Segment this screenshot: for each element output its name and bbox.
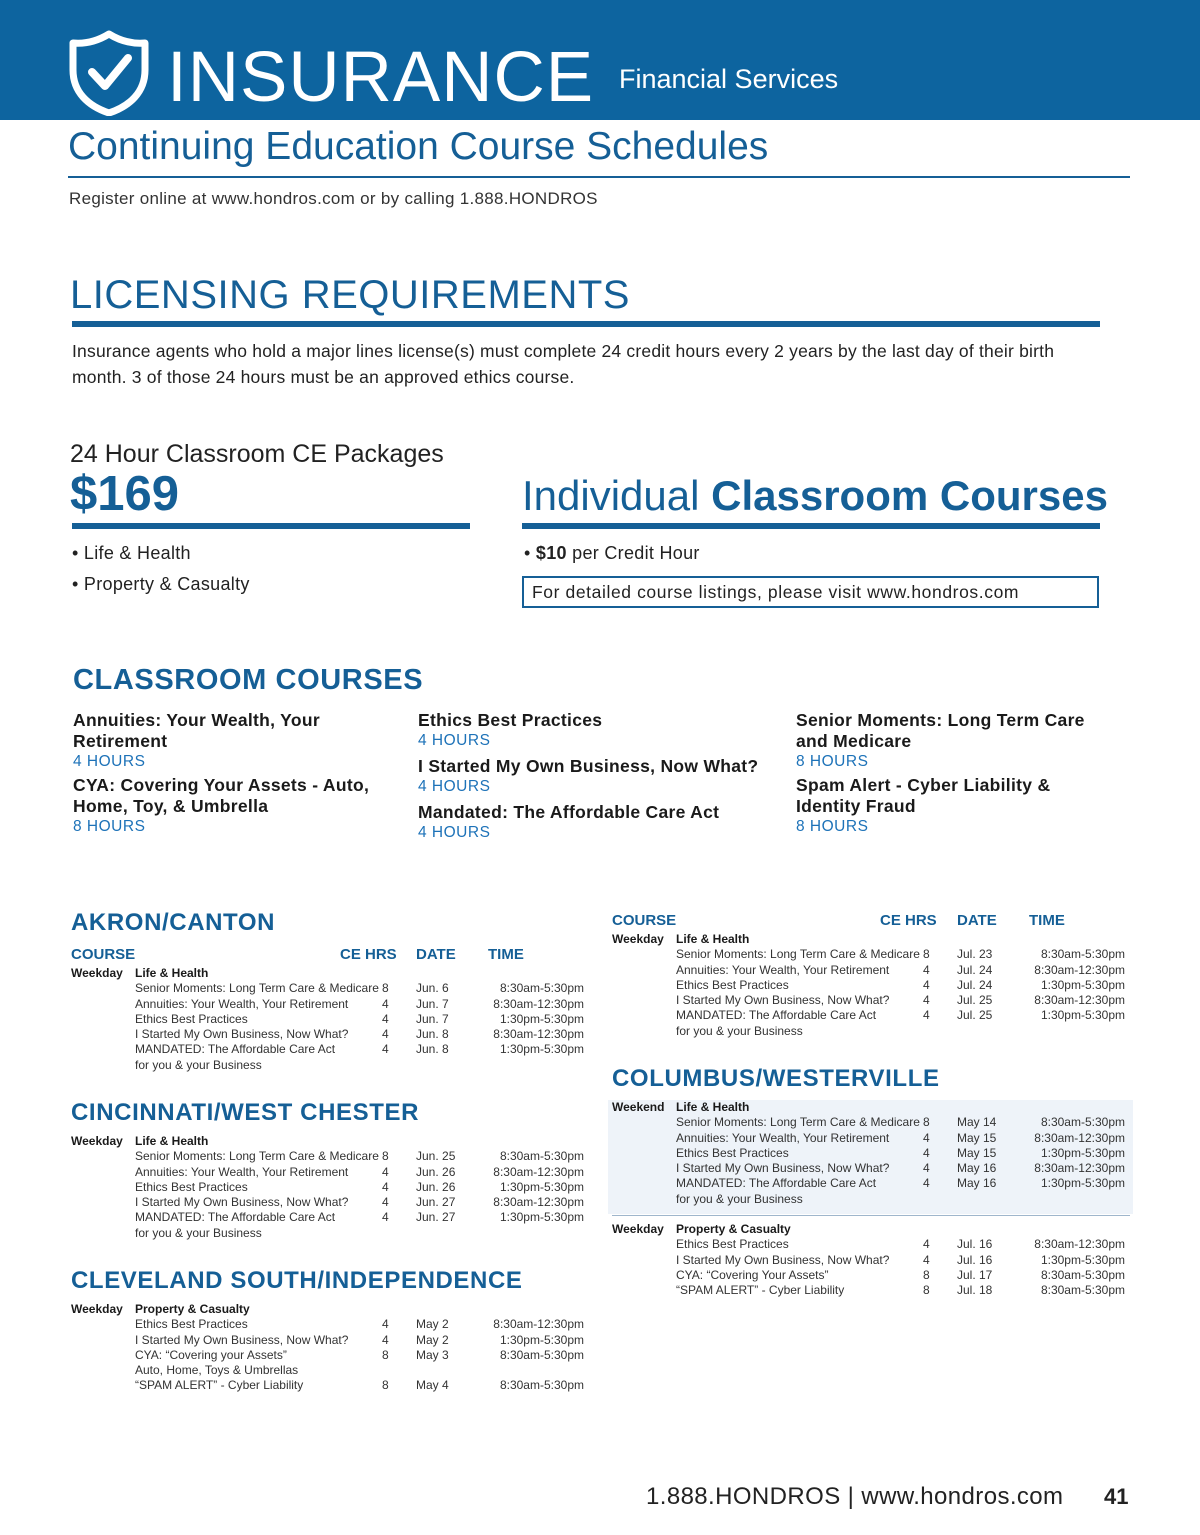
date-cell: Jul. 24 [957, 962, 993, 977]
city-cleveland: CLEVELAND SOUTH/INDEPENDENCE [71, 1267, 523, 1294]
courses-column-2 [418, 710, 788, 846]
schedule-columbus-weekend [612, 1100, 1127, 1207]
time-cell: 1:30pm-5:30pm [1040, 977, 1125, 992]
individual-title [522, 470, 1108, 522]
time-cell: 8:30am-5:30pm [499, 1347, 584, 1362]
date-cell: May 15 [957, 1130, 997, 1145]
date-cell: Jul. 24 [957, 977, 993, 992]
schedule-row [71, 1012, 586, 1027]
date-cell: Jun. 26 [416, 1179, 456, 1194]
course-cell: MANDATED: The Affordable Care Act [135, 1210, 336, 1225]
course-cell: Senior Moments: Long Term Care & Medicare [676, 1115, 920, 1130]
course-cell: I Started My Own Business, Now What? [676, 1161, 890, 1176]
schedule-row [71, 1134, 586, 1149]
ce-hrs-cell: 4 [382, 1027, 389, 1042]
course-item [73, 775, 403, 836]
ce-hrs-cell: 4 [923, 1161, 930, 1176]
city-akron-canton: AKRON/CANTON [71, 909, 276, 936]
col-head-date: DATE [957, 912, 997, 929]
course-hours: 8 HOURS [73, 818, 146, 835]
page-title: Continuing Education Course Schedules [68, 125, 769, 168]
packages-price: $169 [70, 467, 180, 521]
course-cell: CYA: “Covering Your Assets” [676, 1267, 829, 1282]
individual-title-bold: Classroom Courses [711, 472, 1108, 519]
register-text: Register online at www.hondros.com or by calling 1.888.HONDROS [69, 189, 598, 208]
package-item: • Life & Health [72, 543, 191, 563]
ce-hrs-cell: 4 [923, 1145, 930, 1160]
schedule-row [612, 1024, 1127, 1039]
brand-title: INSURANCE [167, 38, 595, 117]
ce-hrs-cell: 4 [923, 1237, 930, 1252]
ce-hrs-cell: 8 [382, 1378, 389, 1393]
ce-hrs-cell: 4 [923, 1008, 930, 1023]
time-cell: 8:30am-12:30pm [1034, 993, 1125, 1008]
time-cell: 1:30pm-5:30pm [499, 1179, 584, 1194]
time-cell: 8:30am-12:30pm [493, 996, 584, 1011]
schedule-row [612, 947, 1127, 962]
date-cell: Jul. 16 [957, 1237, 993, 1252]
course-name: Ethics Best Practices [418, 710, 603, 730]
course-item [796, 710, 1106, 771]
date-cell: Jun. 27 [416, 1210, 456, 1225]
ce-hrs-cell: 4 [923, 993, 930, 1008]
schedule-row [71, 1058, 586, 1073]
course-hours: 4 HOURS [418, 732, 491, 749]
date-cell: May 4 [416, 1378, 449, 1393]
course-cell: I Started My Own Business, Now What? [135, 1332, 349, 1347]
course-cell: Ethics Best Practices [135, 1317, 248, 1332]
date-cell: Jul. 18 [957, 1283, 993, 1298]
course-item [796, 775, 1106, 836]
course-cell: CYA: “Covering your Assets” [135, 1347, 287, 1362]
ce-hrs-cell: 8 [923, 1267, 930, 1282]
individual-price-unit: per Credit Hour [566, 543, 700, 563]
licensing-title: LICENSING REQUIREMENTS [70, 273, 630, 317]
ce-hrs-cell: 8 [382, 1149, 389, 1164]
date-cell: May 16 [957, 1176, 997, 1191]
schedule-row [612, 1100, 1127, 1115]
packages-divider [72, 523, 470, 529]
course-hours: 8 HOURS [796, 753, 869, 770]
schedule-row [612, 1161, 1127, 1176]
time-cell: 1:30pm-5:30pm [1040, 1145, 1125, 1160]
col-head-ce-hrs: CE HRS [340, 946, 397, 963]
schedule-columbus-weekday [612, 1222, 1127, 1298]
time-cell: 8:30am-5:30pm [1040, 1267, 1125, 1282]
course-cell: Senior Moments: Long Term Care & Medicare [135, 1149, 379, 1164]
schedule-cleveland [71, 1302, 586, 1394]
schedule-row [612, 1237, 1127, 1252]
course-cell: MANDATED: The Affordable Care Act [676, 1008, 877, 1023]
time-cell: 1:30pm-5:30pm [1040, 1008, 1125, 1023]
ce-hrs-cell: 4 [923, 1252, 930, 1267]
course-cell: I Started My Own Business, Now What? [676, 1252, 890, 1267]
schedule-row [71, 1210, 586, 1225]
day-label: Weekday [612, 1222, 664, 1236]
shield-check-icon [68, 30, 150, 116]
course-hours: 4 HOURS [73, 753, 146, 770]
date-cell: Jun. 8 [416, 1042, 449, 1057]
individual-price-bullet: • [524, 543, 536, 563]
date-cell: May 15 [957, 1145, 997, 1160]
course-cell: “SPAM ALERT” - Cyber Liability [135, 1378, 304, 1393]
schedule-row [71, 1317, 586, 1332]
courses-column-3 [796, 710, 1106, 840]
date-cell: Jun. 25 [416, 1149, 456, 1164]
footer-contact: 1.888.HONDROS | www.hondros.com [646, 1483, 1064, 1510]
course-cell: Senior Moments: Long Term Care & Medicare [135, 981, 379, 996]
classroom-courses-title: CLASSROOM COURSES [73, 664, 424, 696]
course-cell: I Started My Own Business, Now What? [135, 1027, 349, 1042]
time-cell: 1:30pm-5:30pm [1040, 1176, 1125, 1191]
course-hours: 8 HOURS [796, 818, 869, 835]
schedule-row [71, 1226, 586, 1241]
time-cell: 8:30am-5:30pm [1040, 1283, 1125, 1298]
course-cell: for you & your Business [135, 1057, 262, 1072]
course-name: Spam Alert - Cyber Liability & Identity Fraud [796, 775, 1051, 816]
course-cell: for you & your Business [135, 1225, 262, 1240]
col-head-time: TIME [1029, 912, 1065, 929]
col-head-date: DATE [416, 946, 456, 963]
ce-hrs-cell: 4 [382, 1042, 389, 1057]
licensing-divider [72, 321, 1100, 327]
individual-price-amount: $10 [535, 543, 567, 563]
date-cell: Jun. 26 [416, 1164, 456, 1179]
course-cell: Life & Health [676, 1100, 750, 1114]
ce-hrs-cell: 4 [382, 1210, 389, 1225]
schedule-row [612, 1283, 1127, 1298]
schedule-akron-continued [612, 932, 1127, 1039]
course-name: Annuities: Your Wealth, Your Retirement [73, 710, 320, 751]
ce-hrs-cell: 8 [923, 1115, 930, 1130]
schedule-row [612, 1222, 1127, 1237]
course-name: Senior Moments: Long Term Care and Medicare [796, 710, 1085, 751]
time-cell: 8:30am-12:30pm [493, 1164, 584, 1179]
ce-hrs-cell: 4 [382, 1332, 389, 1347]
individual-divider [522, 523, 1100, 529]
time-cell: 8:30am-12:30pm [1034, 962, 1125, 977]
time-cell: 1:30pm-5:30pm [499, 1011, 584, 1026]
ce-hrs-cell: 4 [382, 1195, 389, 1210]
individual-title-light: Individual [522, 472, 712, 519]
date-cell: May 14 [957, 1115, 997, 1130]
course-cell: Ethics Best Practices [676, 1237, 789, 1252]
date-cell: Jul. 25 [957, 993, 993, 1008]
date-cell: Jun. 7 [416, 1011, 449, 1026]
date-cell: Jun. 8 [416, 1027, 449, 1042]
title-divider [68, 176, 1130, 178]
course-cell: Ethics Best Practices [676, 977, 789, 992]
ce-hrs-cell: 4 [382, 996, 389, 1011]
course-cell: for you & your Business [676, 1191, 803, 1206]
date-cell: May 2 [416, 1332, 449, 1347]
schedule-row [71, 981, 586, 996]
schedule-divider [612, 1215, 1130, 1216]
schedule-row [612, 963, 1127, 978]
ce-hrs-cell: 4 [923, 1130, 930, 1145]
ce-hrs-cell: 4 [923, 1176, 930, 1191]
course-item [418, 756, 788, 796]
schedule-row [71, 1363, 586, 1378]
time-cell: 8:30am-12:30pm [493, 1195, 584, 1210]
schedule-row [612, 1268, 1127, 1283]
course-cell: I Started My Own Business, Now What? [135, 1195, 349, 1210]
course-cell: for you & your Business [676, 1023, 803, 1038]
time-cell: 8:30am-5:30pm [499, 1149, 584, 1164]
schedule-row [71, 997, 586, 1012]
day-label: Weekday [71, 966, 123, 980]
time-cell: 8:30am-5:30pm [1040, 1115, 1125, 1130]
schedule-row [71, 1042, 586, 1057]
course-cell: Property & Casualty [135, 1302, 250, 1316]
schedule-cincinnati [71, 1134, 586, 1241]
ce-hrs-cell: 8 [382, 1347, 389, 1362]
course-name: CYA: Covering Your Assets - Auto, Home, Toy, & Umbrella [73, 775, 370, 816]
course-cell: Property & Casualty [676, 1222, 791, 1236]
time-cell: 1:30pm-5:30pm [499, 1332, 584, 1347]
brand-subtitle: Financial Services [619, 64, 839, 94]
schedule-row [612, 1253, 1127, 1268]
date-cell: Jul. 23 [957, 947, 993, 962]
time-cell: 1:30pm-5:30pm [499, 1042, 584, 1057]
schedule-row [612, 1176, 1127, 1191]
date-cell: Jun. 27 [416, 1195, 456, 1210]
schedule-row [71, 1348, 586, 1363]
schedule-row [612, 993, 1127, 1008]
time-cell: 1:30pm-5:30pm [499, 1210, 584, 1225]
schedule-row [71, 1149, 586, 1164]
course-name: Mandated: The Affordable Care Act [418, 802, 720, 822]
course-cell: I Started My Own Business, Now What? [676, 993, 890, 1008]
time-cell: 8:30am-12:30pm [493, 1317, 584, 1332]
schedule-row [71, 1027, 586, 1042]
date-cell: May 2 [416, 1317, 449, 1332]
col-head-course: COURSE [71, 946, 136, 963]
schedule-row [612, 1131, 1127, 1146]
col-head-time: TIME [488, 946, 524, 963]
ce-hrs-cell: 4 [382, 1179, 389, 1194]
time-cell: 8:30am-12:30pm [1034, 1161, 1125, 1176]
package-item: • Property & Casualty [72, 574, 250, 594]
day-label: Weekend [612, 1100, 665, 1114]
course-cell: Annuities: Your Wealth, Your Retirement [676, 1130, 890, 1145]
time-cell: 8:30am-12:30pm [1034, 1130, 1125, 1145]
course-hours: 4 HOURS [418, 778, 491, 795]
ce-hrs-cell: 4 [382, 1011, 389, 1026]
date-cell: Jul. 16 [957, 1252, 993, 1267]
col-head-ce-hrs: CE HRS [880, 912, 937, 929]
day-label: Weekday [612, 932, 664, 946]
schedule-row [612, 1146, 1127, 1161]
course-item [418, 710, 788, 750]
date-cell: Jun. 7 [416, 996, 449, 1011]
course-hours: 4 HOURS [418, 824, 491, 841]
date-cell: May 3 [416, 1347, 449, 1362]
course-cell: Life & Health [135, 1134, 209, 1148]
ce-hrs-cell: 8 [923, 1283, 930, 1298]
course-cell: Ethics Best Practices [135, 1179, 248, 1194]
schedule-row [71, 1195, 586, 1210]
date-cell: Jul. 25 [957, 1008, 993, 1023]
schedule-row [71, 1165, 586, 1180]
date-cell: May 16 [957, 1161, 997, 1176]
course-item [73, 710, 403, 771]
course-cell: Auto, Home, Toys & Umbrellas [135, 1363, 299, 1378]
page-number: 41 [1104, 1484, 1129, 1509]
course-cell: Annuities: Your Wealth, Your Retirement [676, 962, 890, 977]
schedule-row [612, 978, 1127, 993]
course-cell: Annuities: Your Wealth, Your Retirement [135, 1164, 349, 1179]
day-label: Weekday [71, 1302, 123, 1316]
ce-hrs-cell: 8 [923, 947, 930, 962]
course-cell: Ethics Best Practices [676, 1145, 789, 1160]
individual-price [524, 541, 700, 565]
course-item [418, 802, 788, 842]
course-cell: Senior Moments: Long Term Care & Medicare [676, 947, 920, 962]
ce-hrs-cell: 4 [923, 977, 930, 992]
ce-hrs-cell: 4 [382, 1164, 389, 1179]
course-name: I Started My Own Business, Now What? [418, 756, 759, 776]
time-cell: 8:30am-5:30pm [1040, 947, 1125, 962]
schedule-row [612, 932, 1127, 947]
time-cell: 1:30pm-5:30pm [1040, 1252, 1125, 1267]
course-cell: Ethics Best Practices [135, 1011, 248, 1026]
time-cell: 8:30am-5:30pm [499, 981, 584, 996]
courses-column-1 [73, 710, 403, 840]
time-cell: 8:30am-12:30pm [1034, 1237, 1125, 1252]
time-cell: 8:30am-5:30pm [499, 1378, 584, 1393]
schedule-row [71, 966, 586, 981]
course-cell: Annuities: Your Wealth, Your Retirement [135, 996, 349, 1011]
ce-hrs-cell: 4 [382, 1317, 389, 1332]
ce-hrs-cell: 4 [923, 962, 930, 977]
schedule-row [612, 1115, 1127, 1130]
schedule-row [612, 1192, 1127, 1207]
date-cell: Jul. 17 [957, 1267, 993, 1282]
schedule-row [71, 1333, 586, 1348]
time-cell: 8:30am-12:30pm [493, 1027, 584, 1042]
course-cell: Life & Health [676, 932, 750, 946]
visit-link-box[interactable]: For detailed course listings, please visit www.hondros.com [522, 576, 1099, 608]
course-cell: Life & Health [135, 966, 209, 980]
schedule-row [71, 1378, 586, 1393]
course-cell: “SPAM ALERT” - Cyber Liability [676, 1283, 845, 1298]
date-cell: Jun. 6 [416, 981, 449, 996]
course-cell: MANDATED: The Affordable Care Act [676, 1176, 877, 1191]
schedule-akron [71, 966, 586, 1073]
ce-hrs-cell: 8 [382, 981, 389, 996]
packages-title: 24 Hour Classroom CE Packages [70, 440, 444, 468]
schedule-row [612, 1008, 1127, 1023]
schedule-row [71, 1302, 586, 1317]
col-head-course: COURSE [612, 912, 677, 929]
city-cincinnati: CINCINNATI/WEST CHESTER [71, 1099, 420, 1126]
schedule-row [71, 1180, 586, 1195]
day-label: Weekday [71, 1134, 123, 1148]
course-cell: MANDATED: The Affordable Care Act [135, 1042, 336, 1057]
licensing-text: Insurance agents who hold a major lines license(s) must complete 24 credit hours every 2 years by the last day of their birth month. 3 of those 24 hours must be an approved ethics course. [72, 341, 1055, 387]
city-columbus: COLUMBUS/WESTERVILLE [612, 1065, 940, 1092]
